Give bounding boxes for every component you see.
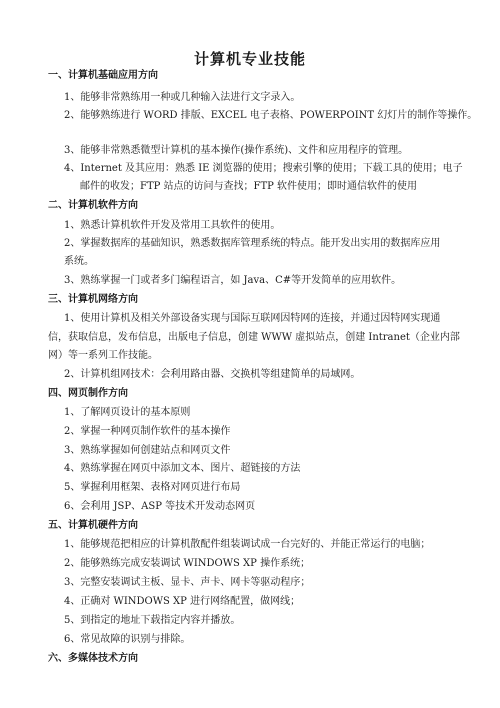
- section-1-line-5: 邮件的收发；FTP 站点的访问与查找；FTP 软件使用；即时通信软件的使用: [80, 181, 418, 192]
- section-2-line-2: 2、掌握数据库的基础知识，熟悉数据库管理系统的特点。能开发出实用的数据库应用: [64, 238, 441, 249]
- section-2-line-1: 1、熟悉计算机软件开发及常用工具软件的使用。: [64, 220, 281, 231]
- section-4-line-5: 5、掌握利用框架、表格对网页进行布局: [64, 482, 241, 493]
- section-3-line-3: 网）等一系列工作技能。: [48, 350, 158, 361]
- section-4-line-6: 6、会利用 JSP、ASP 等技术开发动态网页: [64, 501, 256, 512]
- section-4-line-3: 3、熟练掌握如何创建站点和网页文件: [64, 445, 231, 456]
- section-5-line-2: 2、能够熟练完成安装调试 WINDOWS XP 操作系统；: [64, 558, 311, 569]
- section-1-line-3: 3、能够非常熟悉微型计算机的基本操作(操作系统)、文件和应用程序的管理。: [64, 145, 409, 156]
- section-heading-2: 二、计算机软件方向: [48, 200, 138, 211]
- section-1-line-2: 2、能够熟练进行 WORD 排版、EXCEL 电子表格、POWERPOINT 幻灯片的制作等操作。: [64, 110, 478, 121]
- section-5-line-1: 1、能够规范把相应的计算机散配件组装调试成一台完好的、并能正常运行的电脑；: [64, 539, 431, 550]
- section-heading-4: 四、网页制作方向: [48, 388, 128, 399]
- section-4-line-1: 1、了解网页设计的基本原则: [64, 407, 191, 418]
- section-4-line-2: 2、掌握一种网页制作软件的基本操作: [64, 426, 231, 437]
- section-3-line-4: 2、计算机组网技术：会利用路由器、交换机等组建简单的局域网。: [64, 369, 361, 380]
- section-5-line-3: 3、完整安装调试主板、显卡、声卡、网卡等驱动程序；: [64, 577, 311, 588]
- section-heading-5: 五、计算机硬件方向: [48, 520, 138, 531]
- section-heading-6: 六、多媒体技术方向: [48, 653, 138, 664]
- section-4-line-4: 4、熟练掌握在网页中添加文本、图片、超链接的方法: [64, 463, 301, 474]
- section-2-line-3: 系统。: [64, 256, 94, 267]
- page-title: 计算机专业技能: [193, 50, 306, 68]
- section-5-line-6: 6、常见故障的识别与排除。: [64, 634, 191, 645]
- section-1-line-4: 4、Internet 及其应用：熟悉 IE 浏览器的使用；搜索引擎的使用；下载工具的使用；电子: [64, 163, 463, 174]
- section-3-line-1: 1、使用计算机及相关外部设备实现与国际互联网因特网的连接，并通过因特网实现通: [64, 313, 441, 324]
- section-1-line-1: 1、能够非常熟练用一种或几种输入法进行文字录入。: [64, 92, 301, 103]
- section-heading-1: 一、计算机基础应用方向: [48, 70, 158, 81]
- section-2-line-4: 3、熟练掌握一门或者多门编程语言，如 Java、C#等开发简单的应用软件。: [64, 275, 402, 286]
- section-3-line-2: 信，获取信息，发布信息，出版电子信息，创建 WWW 虚拟站点，创建 Intranet（企业内部: [48, 332, 460, 343]
- section-heading-3: 三、计算机网络方向: [48, 294, 138, 305]
- section-5-line-5: 5、到指定的地址下载指定内容并播放。: [64, 615, 241, 626]
- section-5-line-4: 4、正确对 WINDOWS XP 进行网络配置，做网线；: [64, 596, 301, 607]
